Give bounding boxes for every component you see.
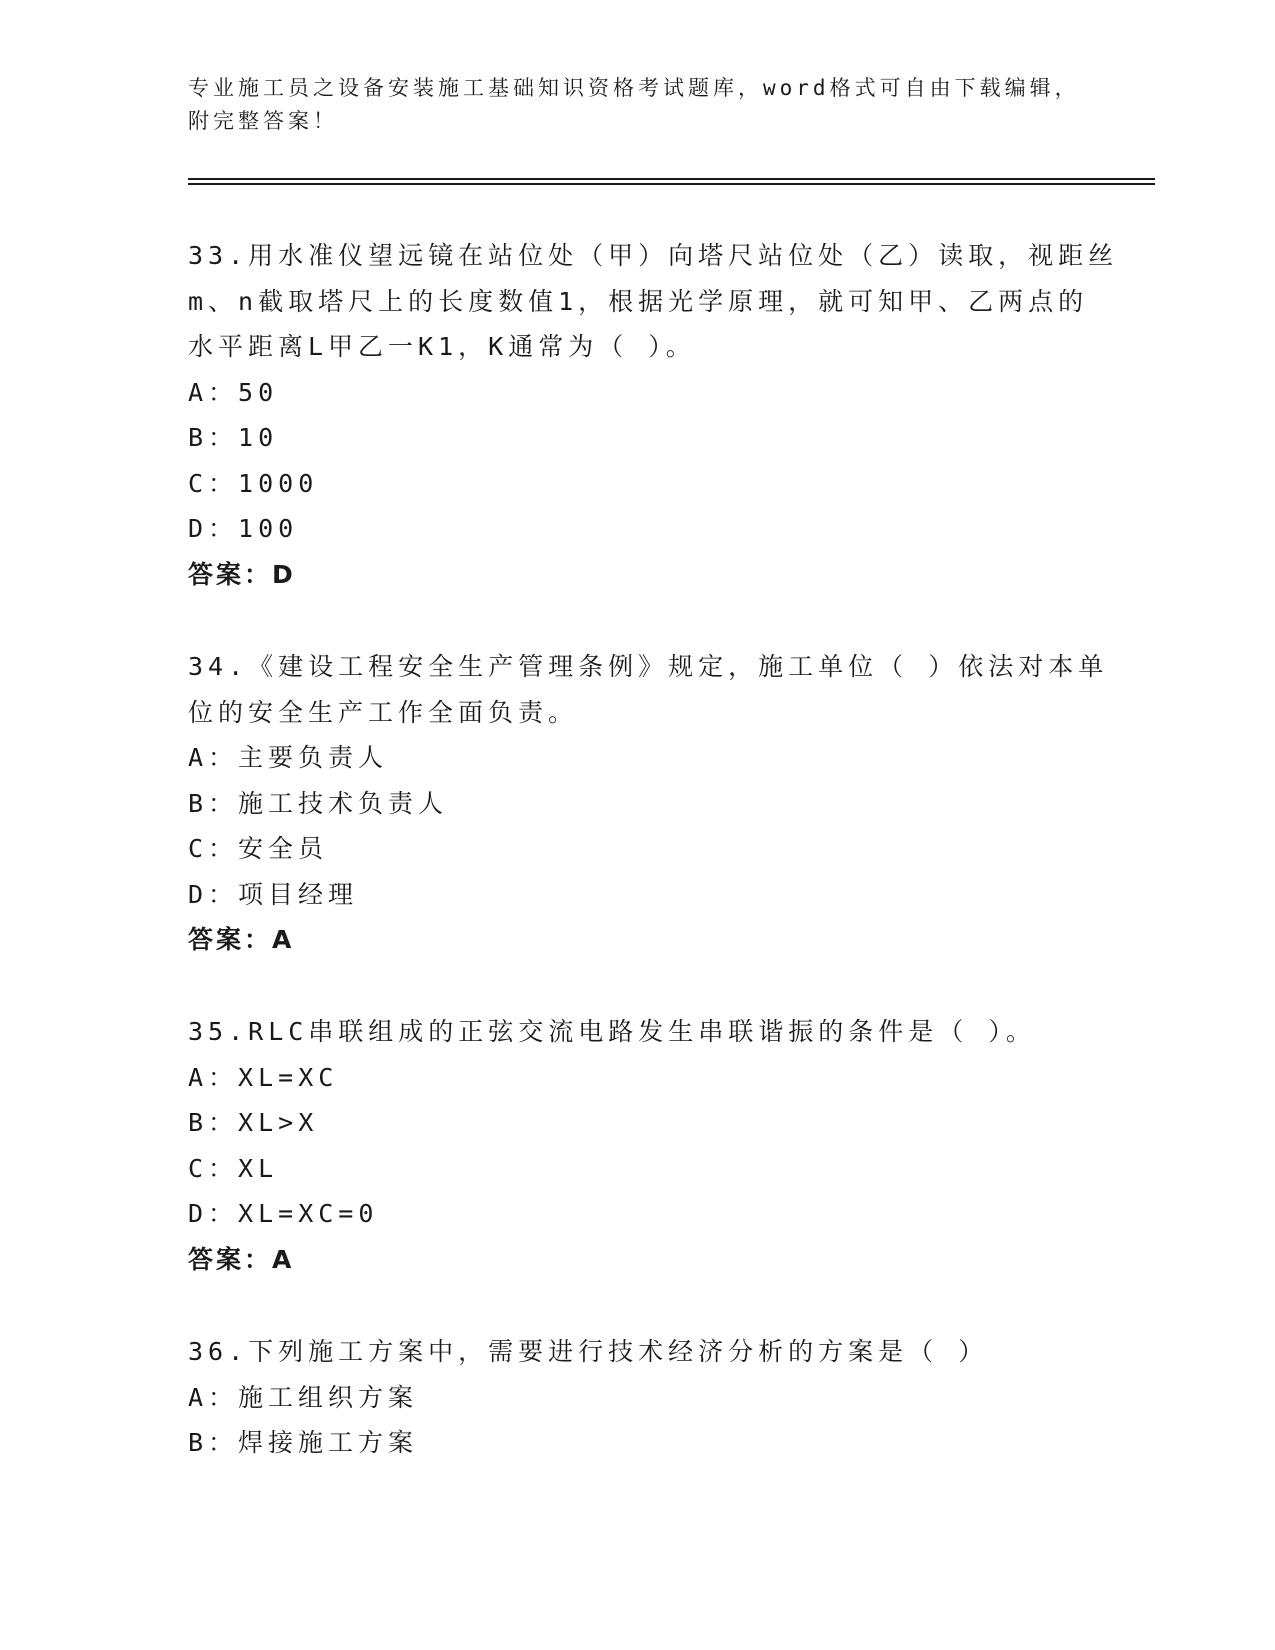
answer-label: 答案：D [188, 559, 296, 589]
option-a: A：施工组织方案 [188, 1382, 419, 1412]
option-b: B：焊接施工方案 [188, 1428, 419, 1457]
question-stem-line: 33.用水准仪望远镜在站位处（甲）向塔尺站位处（乙）读取，视距丝 [188, 241, 1119, 270]
option-c: C：XL [188, 1153, 279, 1183]
option-d: D：100 [188, 514, 299, 543]
header-line-2: 附完整答案！ [188, 109, 338, 133]
question-stem-line: 35.RLC串联组成的正弦交流电路发生串联谐振的条件是（ ）。 [188, 1017, 1036, 1046]
question-34 [188, 644, 1109, 963]
question-36 [188, 1329, 1088, 1466]
answer-label: 答案：A [188, 925, 295, 954]
option-b: B：施工技术负责人 [188, 788, 449, 818]
header-divider-top [188, 178, 1155, 180]
option-a: A：50 [188, 377, 279, 407]
option-b: B：10 [188, 423, 279, 452]
question-stem-line: m、n截取塔尺上的长度数值1，根据光学原理，就可知甲、乙两点的 [188, 286, 1089, 316]
question-35 [188, 1009, 1088, 1282]
question-stem-line: 34.《建设工程安全生产管理条例》规定，施工单位（ ）依法对本单 [188, 652, 1109, 681]
option-a: A：XL=XC [188, 1062, 339, 1092]
question-stem-line: 水平距离L甲乙一K1，K通常为（ ）。 [188, 332, 696, 361]
question-33 [188, 233, 1119, 597]
header-divider-bottom [188, 183, 1155, 185]
question-stem-line: 36.下列施工方案中，需要进行技术经济分析的方案是（ ） [188, 1337, 989, 1366]
option-b: B：XL>X [188, 1108, 319, 1137]
option-d: D：项目经理 [188, 879, 359, 909]
document-header [188, 72, 1088, 138]
option-c: C：1000 [188, 468, 319, 498]
header-line-1: 专业施工员之设备安装施工基础知识资格考试题库，word格式可自由下载编辑， [188, 76, 1080, 100]
option-d: D：XL=XC=0 [188, 1199, 379, 1228]
question-stem-line: 位的安全生产工作全面负责。 [188, 697, 579, 727]
answer-label: 答案：A [188, 1244, 295, 1274]
option-c: C：安全员 [188, 834, 329, 863]
option-a: A：主要负责人 [188, 743, 389, 772]
